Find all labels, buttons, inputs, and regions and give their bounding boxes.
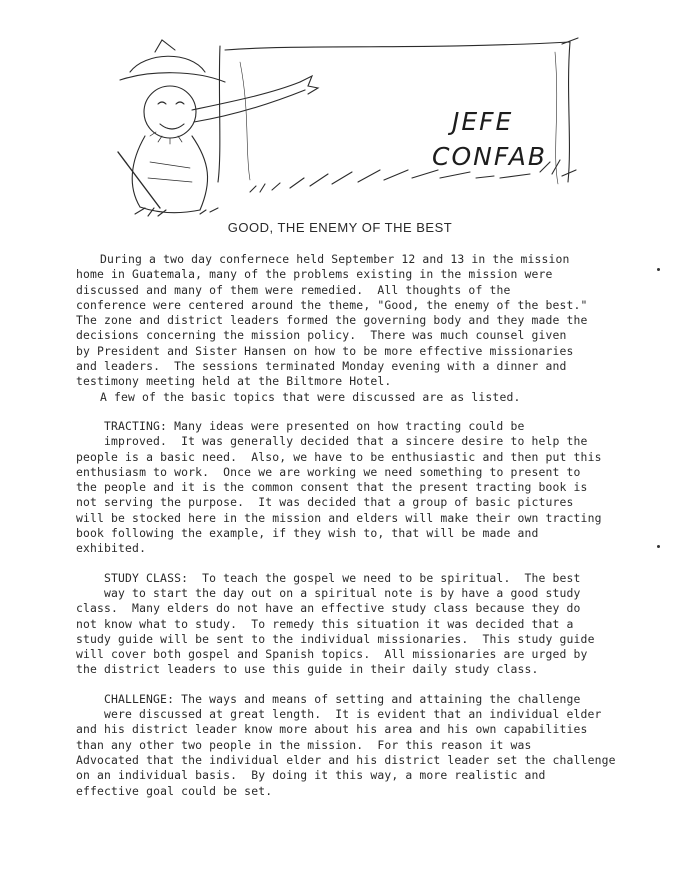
intro-line: by President and Sister Hansen on how to be more effective missionaries [76,343,574,358]
paper-speck [657,545,660,548]
study-class-line: will cover both gospel and Spanish topics. All missionaries are urged by [76,647,588,662]
banner-illustration [100,32,600,222]
banner-title-jefe: JEFE [452,107,514,136]
intro-line: and leaders. The sessions terminated Monday evening with a dinner and [76,359,567,374]
study-class-line: study guide will be sent to the individual missionaries. This study guide [76,631,595,646]
tracting-line: book following the example, if they wish to, that will be made and [76,526,539,541]
cartoon-drawing [100,32,600,222]
tracting-line: improved. It was generally decided that a sincere desire to help the [104,434,588,449]
intro-line: testimony meeting held at the Biltmore Hotel. [76,374,392,389]
banner-title-confab: CONFAB [432,142,548,171]
intro-line: decisions concerning the mission policy. There was much counsel given [76,328,567,343]
study-class-line: not know what to study. To remedy this situation it was decided that a [76,616,574,631]
tracting-line: will be stocked here in the mission and elders will make their own tracting [76,510,602,525]
tracting-line: people is a basic need. Also, we have to be enthusiastic and then put this [76,449,602,464]
intro-line: home in Guatemala, many of the problems existing in the mission were [76,267,553,282]
article-heading: GOOD, THE ENEMY OF THE BEST [227,220,453,235]
challenge-line: effective goal could be set. [76,783,273,798]
intro-line: The zone and district leaders formed the governing body and they made the [76,313,588,328]
challenge-line: Advocated that the individual elder and his district leader set the challenge [76,752,616,767]
tracting-line: enthusiasm to work. Once we are working we need something to present to [76,464,581,479]
intro-line: conference were centered around the theme, "Good, the enemy of the best." [76,297,588,312]
article-body [76,252,616,799]
study-class-line: way to start the day out on a spiritual note is by have a good study [104,585,581,600]
challenge-line: and his district leader know more about his area and his own capabilities [76,722,588,737]
tracting-line: exhibited. [76,541,147,556]
challenge-line: CHALLENGE: The ways and means of setting and attaining the challenge [104,691,581,706]
study-class-line: class. Many elders do not have an effective study class because they do [76,601,581,616]
challenge-line: on an individual basis. By doing it this way, a more realistic and [76,768,546,783]
paper-speck [657,268,660,271]
challenge-line: were discussed at great length. It is evident that an individual elder [104,707,602,722]
intro-line: discussed and many of them were remedied. All thoughts of the [76,282,511,297]
study-class-line: STUDY CLASS: To teach the gospel we need to be spiritual. The best [104,570,581,585]
challenge-line: than any other two people in the mission. For this reason it was [76,737,532,752]
tracting-line: TRACTING: Many ideas were presented on how tracting could be [104,418,525,433]
topics-intro: A few of the basic topics that were discussed are as listed. [100,389,521,404]
tracting-line: not serving the purpose. It was decided that a group of basic pictures [76,495,574,510]
intro-line: During a two day confernece held September 12 and 13 in the mission [100,252,570,266]
tracting-line: the people and it is the common consent that the present tracting book is [76,480,588,495]
study-class-line: the district leaders to use this guide in their daily study class. [76,662,539,677]
